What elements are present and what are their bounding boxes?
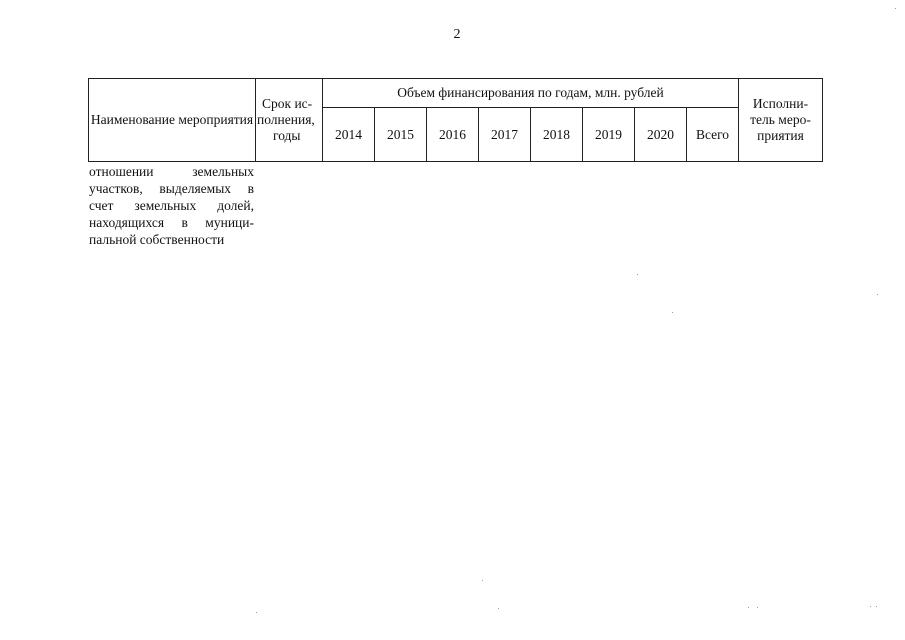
executor-line-2: тель меро- <box>750 112 811 127</box>
continuation-line: пальной собственности <box>89 232 225 247</box>
column-header-year-2016: 2016 <box>427 108 479 162</box>
column-header-name: Наименование мероприятия <box>89 79 256 162</box>
executor-line-3: приятия <box>757 128 804 143</box>
column-header-term <box>256 79 323 162</box>
column-header-year-2019: 2019 <box>583 108 635 162</box>
scan-speck <box>748 607 749 608</box>
scan-speck <box>877 294 878 295</box>
continuation-line: находящихся в муници- <box>89 215 254 230</box>
column-header-year-2017: 2017 <box>479 108 531 162</box>
scan-speck <box>895 8 896 9</box>
term-line-2: полнения, <box>257 112 315 127</box>
scan-speck <box>757 607 758 608</box>
funding-table-header <box>88 78 823 162</box>
continuation-line: счет земельных долей, <box>89 198 254 213</box>
column-header-year-2018: 2018 <box>531 108 583 162</box>
scan-speck <box>498 608 499 609</box>
column-header-executor <box>739 79 823 162</box>
scan-speck <box>637 274 638 275</box>
executor-line-1: Исполни- <box>752 96 809 111</box>
scan-speck <box>876 606 877 607</box>
scan-speck <box>870 606 871 607</box>
scan-speck <box>482 580 483 581</box>
column-header-year-2014: 2014 <box>323 108 375 162</box>
scan-speck <box>672 312 673 313</box>
column-header-year-2015: 2015 <box>375 108 427 162</box>
scan-speck <box>256 612 257 613</box>
continuation-line: отношении земельных <box>89 164 254 179</box>
term-line-1: Срок ис- <box>262 96 313 111</box>
column-group-funding: Объем финансирования по годам, млн. рублей <box>323 79 739 108</box>
continuation-line: участков, выделяемых в <box>89 181 254 196</box>
term-line-3: годы <box>273 128 301 143</box>
column-header-total: Всего <box>687 108 739 162</box>
continued-measure-name <box>89 163 254 248</box>
page-number: 2 <box>453 27 461 42</box>
column-header-year-2020: 2020 <box>635 108 687 162</box>
